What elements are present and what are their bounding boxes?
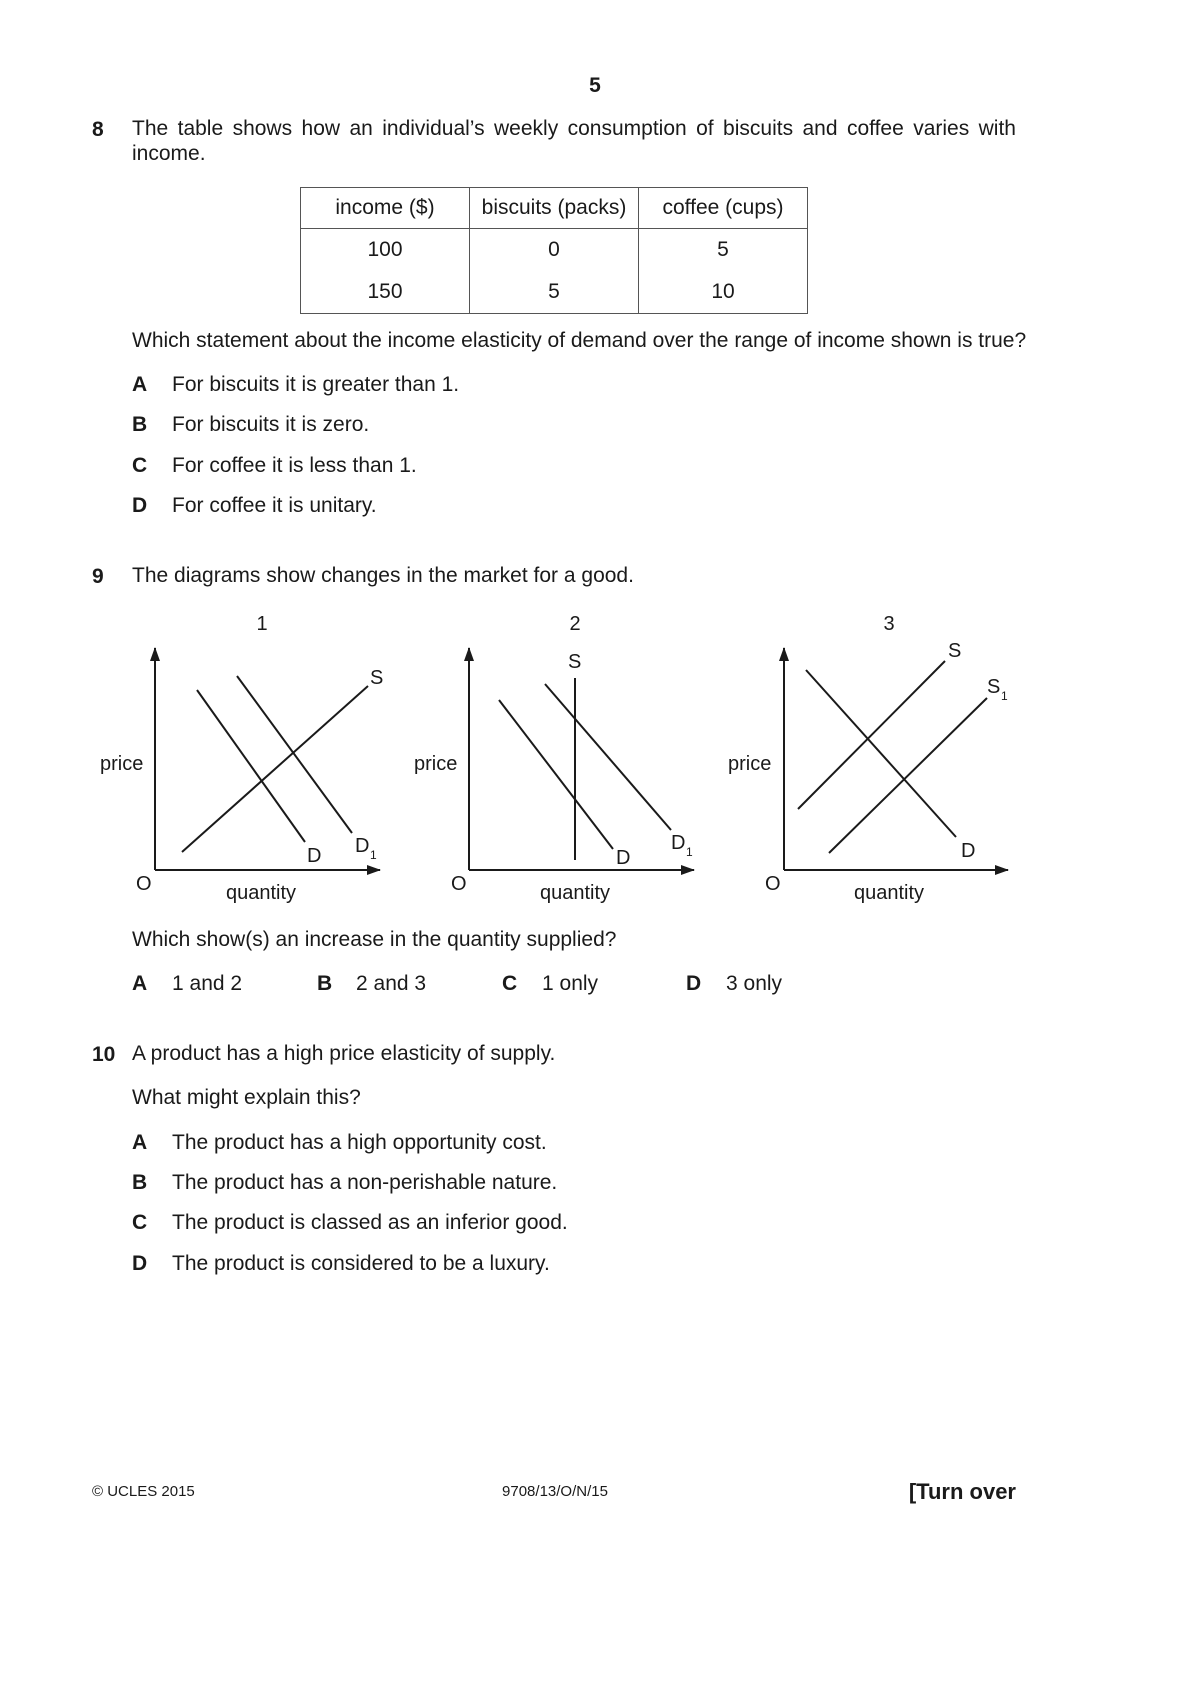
q10-option-c-letter: C	[132, 1211, 148, 1234]
q9-option-a-letter: A	[132, 972, 148, 995]
table-row	[301, 229, 808, 272]
diagram-2-demand-curve	[499, 700, 613, 849]
diagram-1-x-label: quantity	[226, 882, 297, 904]
diagram-2-label-d1: D	[671, 832, 686, 854]
table-cell: 10	[639, 271, 808, 314]
question-8-intro-line1: The table shows how an individual’s weekly consumption of biscuits and coffee varies with	[132, 117, 1016, 140]
table-header-income: income ($)	[301, 188, 470, 229]
question-8-number: 8	[92, 118, 104, 141]
diagram-2-label-d: D	[616, 847, 631, 869]
question-8-intro-line2: income.	[132, 142, 206, 165]
question-9-stem: Which show(s) an increase in the quantity supplied?	[132, 928, 617, 951]
diagram-3-y-label: price	[728, 753, 772, 775]
q8-option-b-letter: B	[132, 413, 148, 436]
diagram-1-demand-curve-d1	[237, 676, 352, 833]
q9-option-d-text: 3 only	[726, 972, 783, 995]
income-consumption-table	[300, 187, 808, 314]
diagram-2	[414, 613, 694, 904]
q10-option-c-text: The product is classed as an inferior good.	[172, 1211, 568, 1234]
page-number: 5	[589, 74, 601, 97]
diagram-2-origin: O	[451, 873, 467, 895]
question-10-number: 10	[92, 1043, 116, 1066]
q8-option-c-letter: C	[132, 454, 148, 477]
diagram-2-y-label: price	[414, 753, 458, 775]
q10-option-a-text: The product has a high opportunity cost.	[172, 1131, 547, 1154]
q10-option-d-text: The product is considered to be a luxury.	[172, 1252, 550, 1275]
diagram-1-label-d: D	[307, 845, 322, 867]
diagram-1-label-s: S	[370, 667, 384, 689]
table-header-row	[301, 188, 808, 229]
footer-copyright: © UCLES 2015	[92, 1483, 195, 1500]
diagram-3-origin: O	[765, 873, 781, 895]
question-8-stem: Which statement about the income elasticity of demand over the range of income shown is true?	[132, 329, 1027, 352]
table-cell: 0	[470, 229, 639, 272]
diagram-3-label-s: S	[948, 640, 962, 662]
q10-option-b-text: The product has a non-perishable nature.	[172, 1171, 558, 1194]
table-header-biscuits: biscuits (packs)	[470, 188, 639, 229]
q10-option-a-letter: A	[132, 1131, 148, 1154]
q9-option-c-letter: C	[502, 972, 518, 995]
diagram-3-label-s1-subscript: 1	[1001, 689, 1008, 703]
table-cell: 5	[470, 271, 639, 314]
table-cell: 150	[301, 271, 470, 314]
q8-option-a-text: For biscuits it is greater than 1.	[172, 373, 460, 396]
diagram-3-label-s1: S	[987, 676, 1001, 698]
footer-paper-code: 9708/13/O/N/15	[502, 1483, 608, 1500]
question-10-intro: A product has a high price elasticity of supply.	[132, 1042, 556, 1065]
diagram-1-y-label: price	[100, 753, 144, 775]
turn-over-label: [Turn over	[908, 1479, 1016, 1504]
question-9-number: 9	[92, 565, 104, 588]
q8-option-b-text: For biscuits it is zero.	[172, 413, 370, 436]
diagram-1-supply-curve	[182, 686, 368, 852]
diagram-1-origin: O	[136, 873, 152, 895]
diagram-1-label-d1: D	[355, 835, 370, 857]
q9-option-a-text: 1 and 2	[172, 972, 243, 995]
diagram-2-x-label: quantity	[540, 882, 611, 904]
q9-option-b-letter: B	[317, 972, 333, 995]
q8-option-c-text: For coffee it is less than 1.	[172, 454, 417, 477]
table-row	[301, 271, 808, 314]
diagram-1-label-d1-subscript: 1	[370, 848, 377, 862]
q9-option-b-text: 2 and 3	[356, 972, 427, 995]
table-header-coffee: coffee (cups)	[639, 188, 808, 229]
diagram-2-label-d1-subscript: 1	[686, 845, 693, 859]
diagram-1-title: 1	[256, 613, 268, 635]
q8-option-a-letter: A	[132, 373, 148, 396]
q9-option-c-text: 1 only	[542, 972, 599, 995]
diagram-3-title: 3	[883, 613, 895, 635]
diagram-3-supply-curve	[798, 661, 945, 809]
q8-option-d-text: For coffee it is unitary.	[172, 494, 377, 517]
question-9-intro: The diagrams show changes in the market for a good.	[132, 564, 634, 587]
diagram-2-title: 2	[569, 613, 581, 635]
q10-option-b-letter: B	[132, 1171, 148, 1194]
diagram-3	[728, 613, 1008, 904]
diagram-3-demand-curve	[806, 670, 956, 837]
table-cell: 100	[301, 229, 470, 272]
diagram-3-label-d: D	[961, 840, 976, 862]
diagram-2-demand-curve-d1	[545, 684, 671, 830]
q9-option-d-letter: D	[686, 972, 702, 995]
diagram-1-demand-curve	[197, 690, 305, 842]
q8-option-d-letter: D	[132, 494, 148, 517]
table-cell: 5	[639, 229, 808, 272]
q10-option-d-letter: D	[132, 1252, 148, 1275]
diagram-1	[100, 613, 383, 904]
diagram-3-x-label: quantity	[854, 882, 925, 904]
question-10-stem: What might explain this?	[132, 1086, 361, 1109]
market-diagrams	[0, 600, 1190, 920]
diagram-2-label-s: S	[568, 651, 582, 673]
